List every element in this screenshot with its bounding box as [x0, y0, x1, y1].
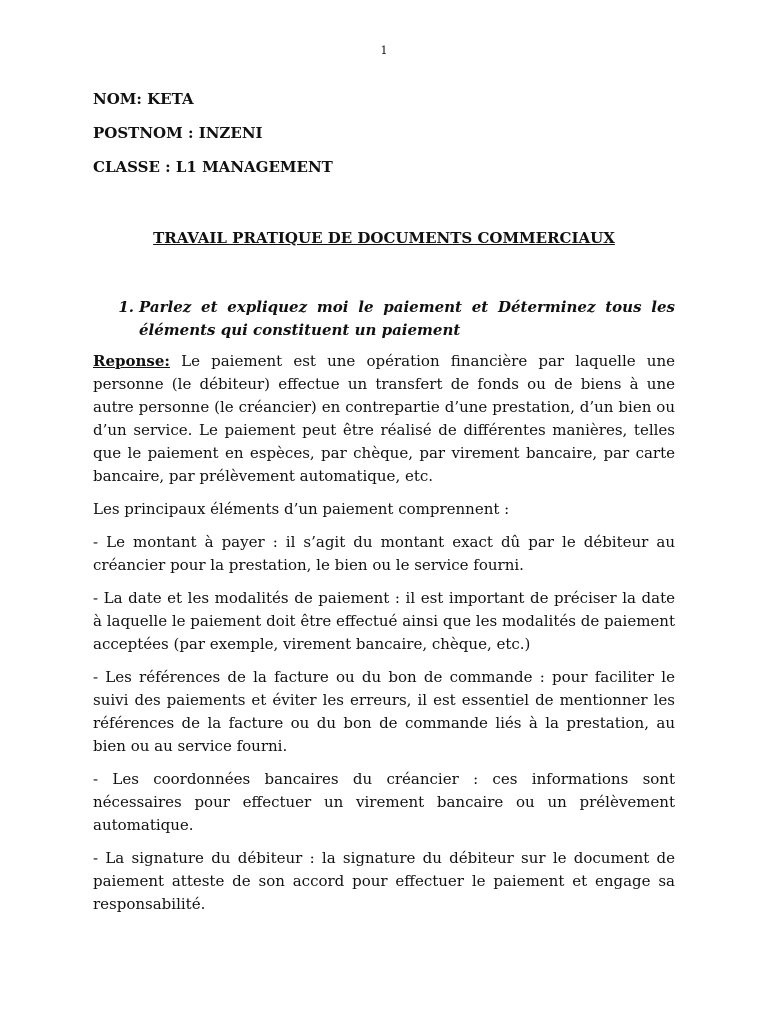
element-date-modalites: - La date et les modalités de paiement : il est important de préciser la date à laquelle le paiement doit être effectué ainsi que les modalités de paiement acceptées (par exemple, virement bancaire, chèque, etc.) [93, 589, 675, 653]
question-number: 1. [118, 298, 134, 316]
elements-intro: Les principaux éléments d’un paiement comprennent : [93, 500, 510, 518]
question-1 [93, 296, 675, 342]
document-title: TRAVAIL PRATIQUE DE DOCUMENTS COMMERCIAUX [153, 229, 615, 247]
element-coordonnees: - Les coordonnées bancaires du créancier : ces informations sont nécessaires pour effectuer un virement bancaire ou un prélèvement automatique. [93, 770, 675, 834]
question-text: Parlez et expliquez moi le paiement et Déterminez tous les éléments qui constituent un paiement [139, 298, 675, 339]
element-montant: - Le montant à payer : il s’agit du montant exact dû par le débiteur au créancier pour la prestation, le bien ou le service fourni. [93, 533, 675, 574]
student-postname: POSTNOM : INZENI [93, 124, 263, 142]
student-name: NOM: KETA [93, 90, 194, 108]
answer-paragraph [93, 350, 675, 488]
page-number: 1 [380, 44, 388, 57]
element-references: - Les références de la facture ou du bon de commande : pour faciliter le suivi des paiements et éviter les erreurs, il est essentiel de mentionner les références de la facture ou du bon de commande liés à la prestation, au bien ou au service fourni. [93, 668, 675, 755]
element-signature: - La signature du débiteur : la signature du débiteur sur le document de paiement atteste de son accord pour effectuer le paiement et engage sa responsabilité. [93, 849, 675, 913]
answer-text: Le paiement est une opération financière par laquelle une personne (le débiteur) effectue un transfert de fonds ou de biens à une autre personne (le créancier) en contrepartie d’une prestation, d’un bien ou d’un service. Le paiement peut être réalisé de différentes manières, telles que le paiement en espèces, par chèque, par virement bancaire, par carte bancaire, par prélèvement automatique, etc. [93, 352, 675, 485]
student-class: CLASSE : L1 MANAGEMENT [93, 158, 333, 176]
document-body [93, 88, 675, 926]
answer-label: Reponse: [93, 352, 170, 370]
